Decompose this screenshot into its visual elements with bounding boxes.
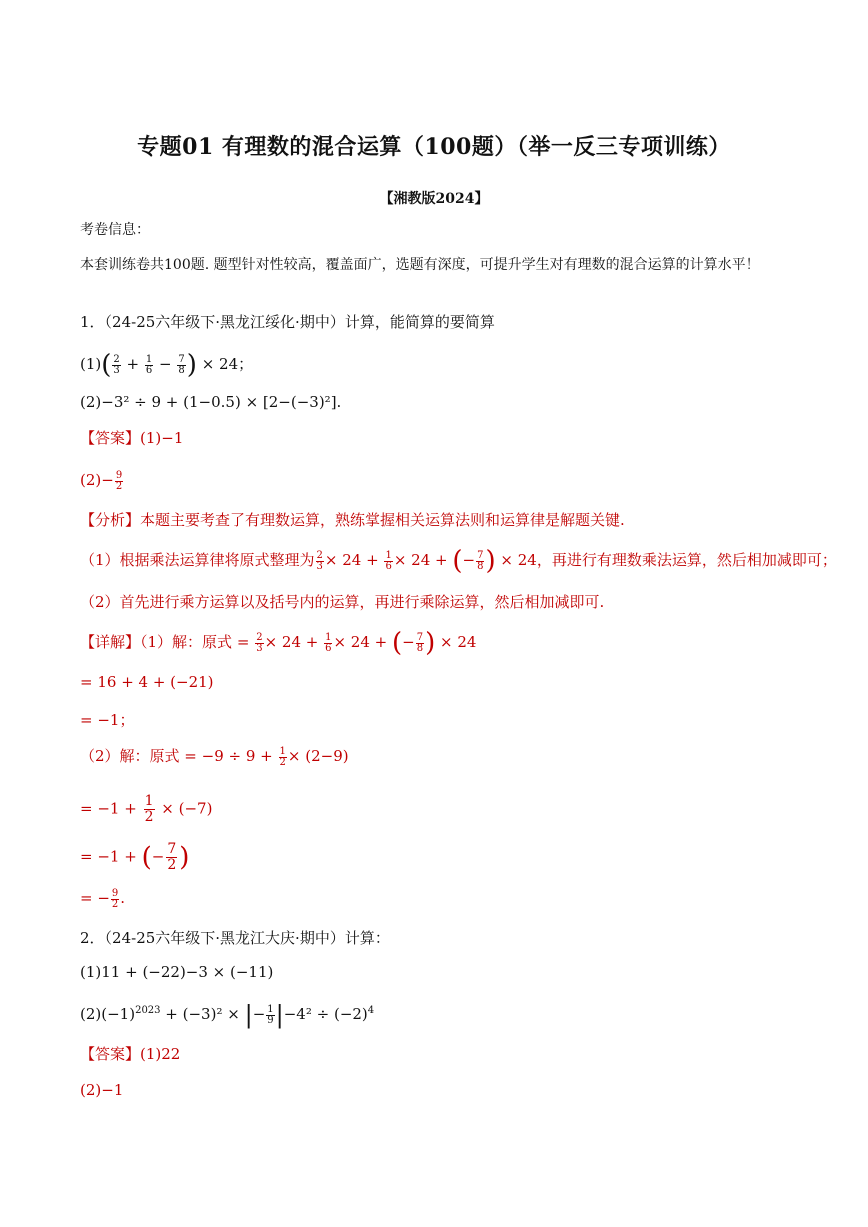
detail-2-step-a: = −1 + $\frac{1}{2}$ × (−7) <box>80 793 213 825</box>
answer-2: 【答案】(1)22 <box>80 1045 181 1063</box>
fraction: $\frac{7}{8}$ <box>416 631 424 654</box>
answer-2-part-2: (2)−1 <box>80 1081 124 1099</box>
info-label: 考卷信息： <box>80 222 150 238</box>
answer-1: 【答案】(1)−1 <box>80 429 184 447</box>
analysis-1-step-2: （2）首先进行乘方运算以及括号内的运算，再进行乘除运算，然后相加减即可. <box>80 593 605 611</box>
detail-2-step-c: = − $\frac{9}{2}$ . <box>80 887 126 910</box>
fraction: $\frac{1}{6}$ <box>325 631 332 654</box>
fraction: $\frac{1}{6}$ <box>385 549 392 572</box>
detail-1-step-b: = −1； <box>80 711 135 729</box>
detail-1: 【详解】（1）解：原式 = $\frac{2}{3}$ × 24 + $\frac{1}{6}$ × 24 + (− $\frac{7}{8}$ ) × 24 <box>80 628 477 658</box>
fraction: $\frac{1}{2}$ <box>279 745 286 768</box>
question-2-part-1: (1)11 + (−22)−3 × (−11) <box>80 963 274 981</box>
analysis-1: 【分析】本题主要考查了有理数运算，熟练掌握相关运算法则和运算律是解题关键. <box>80 511 625 529</box>
question-1-part-1: (1)( $\frac{2}{3}$ + $\frac{1}{6}$ − $\frac{7}{8}$ ) × 24； <box>80 350 254 380</box>
question-1-part-2: (2)−3² ÷ 9 + (1−0.5) × [2−(−3)²]. <box>80 393 342 411</box>
fraction: $\frac{9}{2}$ <box>115 469 123 492</box>
edition-label: 【湘教版2024】 <box>379 191 489 207</box>
fraction: $\frac{1}{2}$ <box>144 793 154 825</box>
detail-1-step-a: = 16 + 4 + (−21) <box>80 673 214 691</box>
question-1-stem: 1．（24-25六年级下·黑龙江绥化·期中）计算，能简算的要简算 <box>80 313 495 331</box>
fraction: $\frac{2}{3}$ <box>316 549 323 572</box>
fraction: $\frac{1}{6}$ <box>145 353 153 376</box>
fraction: $\frac{7}{2}$ <box>167 841 177 873</box>
fraction: $\frac{7}{8}$ <box>178 353 185 376</box>
question-2-stem: 2．（24-25六年级下·黑龙江大庆·期中）计算： <box>80 929 390 947</box>
fraction: $\frac{2}{3}$ <box>256 631 263 654</box>
detail-2: （2）解：原式 = −9 ÷ 9 + $\frac{1}{2}$ × (2−9) <box>80 745 349 768</box>
detail-2-step-b: = −1 + (− $\frac{7}{2}$ ) <box>80 841 190 873</box>
fraction: $\frac{2}{3}$ <box>113 353 120 376</box>
question-2-part-2: $(2)(-1)^{2023} + (-3)^2$ × |− $\frac{1}{9}$ $|-4^2 \div (-2)^4$ <box>80 1001 375 1029</box>
document-title: 专题01 有理数的混合运算（100题）（举一反三专项训练） <box>137 134 731 160</box>
answer-1-part-2: (2)− $\frac{9}{2}$ <box>80 469 123 492</box>
fraction: $\frac{1}{9}$ <box>267 1003 274 1026</box>
fraction: $\frac{9}{2}$ <box>111 887 119 910</box>
fraction: $\frac{7}{8}$ <box>477 549 484 572</box>
info-text: 本套训练卷共100题. 题型针对性较高，覆盖面广，选题有深度，可提升学生对有理数的混合运算的计算水平！ <box>80 257 760 273</box>
analysis-1-step-1: （1）根据乘法运算律将原式整理为 $\frac{2}{3}$ × 24 + $\frac{1}{6}$ × 24 + (− $\frac{7}{8}$ ) × 24，再进行有理数乘法运算，然后相加减即可； <box>80 546 837 576</box>
